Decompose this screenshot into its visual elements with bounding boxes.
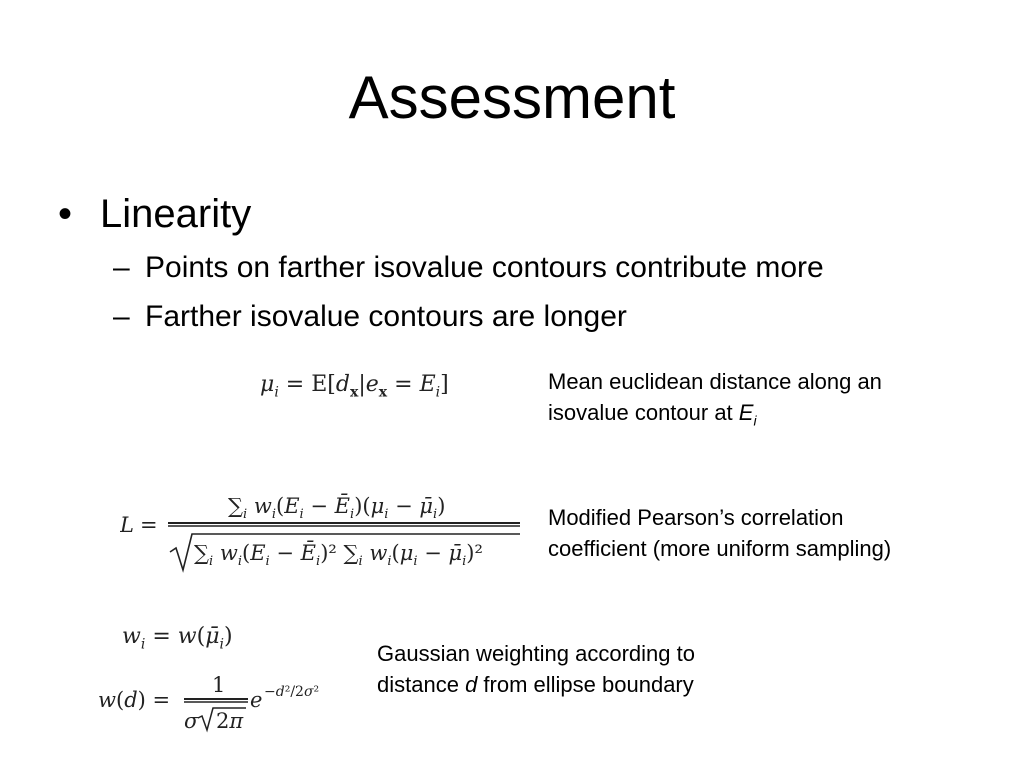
equation-pearson-correlation [120, 490, 530, 580]
svg-text:w(d) =: w(d) = [98, 688, 171, 712]
svg-text:∑i wi(Ei − Ēi)² ∑i wi(μi − μ̄i: $\sum_i$ $w_i(E_i$ − $Ē_i)^2$ $\sum_i$ $w_i(\mu_i$ − $\mū_i)^2$ [194, 541, 483, 569]
annotation-line: coefficient (more uniform sampling) [548, 536, 892, 561]
annotation-variable: d [465, 672, 478, 697]
annotation-subscript: i [753, 412, 757, 429]
svg-text:L: L [120, 513, 134, 537]
annotation-line: from ellipse boundary [477, 672, 694, 697]
svg-text:∑i wi(Ei − Ēi)(μi − μ̄i): $\sum_i$ $w_i(E_i$ − $Ē_i)(\mu_i$ − $\mū_i$) [228, 494, 446, 522]
equation-weight-definition: $w_i$ = $w(\mū_i)$ [122, 624, 233, 653]
annotation-gaussian [377, 638, 695, 700]
sub-bullet-contribution: Points on farther isovalue contours contribute more [145, 251, 824, 284]
svg-text:σ: σ [184, 709, 199, 733]
bullet-linearity: Linearity [100, 192, 252, 236]
annotation-line: Modified Pearson’s correlation [548, 505, 844, 530]
sub-bullet-length: Farther isovalue contours are longer [145, 300, 627, 333]
sub-bullet-marker: – [113, 251, 130, 284]
svg-text:−d²/2σ²: −d²/2σ² [264, 684, 320, 700]
equation-gaussian-weighting [98, 672, 348, 738]
sub-bullet-marker: – [113, 300, 130, 333]
annotation-variable: E [738, 400, 754, 425]
annotation-line: distance [377, 672, 466, 697]
annotation-pearson [548, 502, 891, 564]
annotation-line: isovalue contour at [548, 400, 739, 425]
annotation-line: Gaussian weighting according to [377, 641, 695, 666]
annotation-mean-distance [548, 366, 882, 436]
svg-text:e: e [250, 688, 263, 712]
slide-title: Assessment [348, 64, 676, 131]
svg-text:=: = [140, 513, 158, 537]
equation-mean-distance: $\mu_i = E[d_x|e_x = E_i]$ [260, 372, 449, 401]
svg-text:2π: 2π [216, 709, 244, 733]
annotation-line: Mean euclidean distance along an [548, 369, 882, 394]
bullet-marker: • [58, 192, 73, 236]
svg-text:1: 1 [212, 673, 226, 697]
